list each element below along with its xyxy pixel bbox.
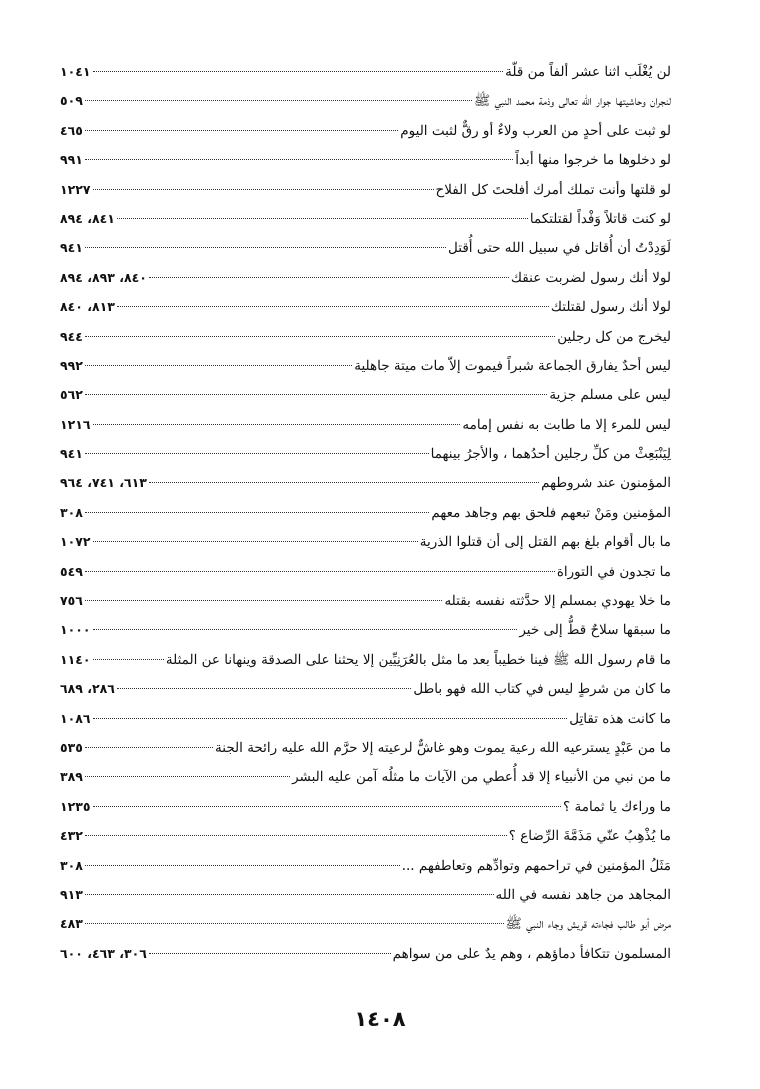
page-references: ١٢٢٧ <box>60 181 91 197</box>
dot-leader <box>93 188 434 190</box>
index-entry <box>60 645 671 674</box>
hadith-text: المسلمون تتكافأ دماؤهم ، وهم يدٌ على من سواهم <box>392 945 671 962</box>
page-references: ٥٣٥ <box>60 739 83 755</box>
hadith-text: المؤمنون عند شروطهم <box>541 475 671 492</box>
page-references: ٥٠٩ <box>60 93 83 109</box>
page-references: ٩٩١ <box>60 152 83 168</box>
index-entry <box>60 851 671 880</box>
dot-leader <box>117 217 528 219</box>
page-references: ١٢٣٥ <box>60 798 91 814</box>
dot-leader <box>85 335 555 337</box>
hadith-text: المؤمنين ومَنْ تبعهم فلحق بهم وجاهد معهم <box>431 504 671 521</box>
page-references: ٧٥٦ <box>60 593 83 609</box>
index-entry <box>60 733 671 762</box>
index-entry <box>60 557 671 586</box>
dot-leader <box>85 570 555 572</box>
index-entry <box>60 468 671 497</box>
hadith-text: لو دخلوها ما خرجوا منها أبداً <box>515 152 671 169</box>
index-entry <box>60 439 671 468</box>
dot-leader <box>85 834 507 836</box>
page-references: ٩٤١ <box>60 446 83 462</box>
dot-leader <box>117 687 411 689</box>
dot-leader <box>85 893 494 895</box>
dot-leader <box>85 599 443 601</box>
index-entry <box>60 86 671 115</box>
page-references: ٢٨٦، ٦٨٩ <box>60 681 115 697</box>
hadith-text: لِيَنْبَعِثْ من كلِّ رجلين أحدُهما ، والأجرُ بينهما <box>430 446 671 463</box>
hadith-text: ليس على مسلم جزية <box>549 387 671 404</box>
index-entry <box>60 792 671 821</box>
dot-leader <box>93 423 461 425</box>
dot-leader <box>85 452 429 454</box>
dot-leader <box>85 364 352 366</box>
index-entry <box>60 821 671 850</box>
hadith-text: لو قلتها وأنت تملك أمرك أفلحتَ كل الفلاح <box>435 181 671 198</box>
index-entry <box>60 351 671 380</box>
dot-leader <box>149 481 539 483</box>
dot-leader <box>85 99 472 101</box>
page-references: ٣٠٦، ٤٦٣، ٦٠٠ <box>60 945 147 961</box>
dot-leader <box>93 540 418 542</box>
hadith-text: مرض أبو طالب فجاءته قريش وجاء النبي ﷺ <box>505 916 671 933</box>
index-entry <box>60 615 671 644</box>
hadith-text: ما سبقها سلاحٌ قطُّ إلى خير <box>519 622 671 639</box>
hadith-text: لولا أنك رسول لضربت عنقك <box>510 269 671 286</box>
hadith-text: ما خلا يهودي بمسلم إلا حدَّثته نفسه بقتله <box>444 593 671 610</box>
hadith-text: ليخرج من كل رجلين <box>557 328 671 345</box>
page-references: ٥٤٩ <box>60 563 83 579</box>
page-references: ٩٤٤ <box>60 328 83 344</box>
dot-leader <box>85 746 213 748</box>
page-number: ١٤٠٨ <box>354 1007 406 1031</box>
index-entry <box>60 322 671 351</box>
dot-leader <box>149 952 391 954</box>
dot-leader <box>85 511 429 513</box>
page-references: ٤٣٢ <box>60 828 83 844</box>
page-references: ٨١٣، ٨٤٠ <box>60 299 115 315</box>
index-entry <box>60 674 671 703</box>
dot-leader <box>93 658 164 660</box>
hadith-text: لنجران وحاشيتها جوار الله تعالى وذمة محمد النبي ﷺ <box>473 93 671 110</box>
hadith-text: ليس أحدٌ يفارق الجماعة شبراً فيموت إلاّ مات ميتة جاهلية <box>354 357 671 374</box>
hadith-text: لو كنت قاتلاً وَفْداً لقتلتكما <box>529 210 671 227</box>
index-entry <box>60 704 671 733</box>
page-references: ٦١٣، ٧٤١، ٩٦٤ <box>60 475 147 491</box>
hadith-text: المجاهد من جاهد نفسه في الله <box>495 886 671 903</box>
hadith-text: ما تجدون في التوراة <box>556 563 671 580</box>
hadith-text: ما كانت هذه تقاتِل <box>569 710 671 727</box>
index-entry <box>60 410 671 439</box>
dot-leader <box>85 246 446 248</box>
hadith-text: لو ثبت على أحدٍ من العرب ولاءٌ أو رقٌّ لثبت اليوم <box>400 122 671 139</box>
index-entry <box>60 263 671 292</box>
index-entry <box>60 880 671 909</box>
hadith-text: ما من عَبْدٍ يسترعيه الله رعية يموت وهو غاشٌّ لرعيته إلا حرَّم الله عليه رائحة الجنة <box>215 739 671 756</box>
page-references: ٣٠٨ <box>60 857 83 873</box>
hadith-text: ما من نبي من الأنبياء إلا قد أُعطي من الآيات ما مثلُه آمن عليه البشر <box>292 769 671 786</box>
index-entry <box>60 909 671 938</box>
dot-leader <box>85 922 504 924</box>
page-references: ٨٤٠، ٨٩٣، ٨٩٤ <box>60 269 147 285</box>
page-references: ١١٤٠ <box>60 651 91 667</box>
dot-leader <box>93 70 504 72</box>
page-references: ٩٤١ <box>60 240 83 256</box>
dot-leader <box>85 129 398 131</box>
index-entry <box>60 292 671 321</box>
index-entry <box>60 380 671 409</box>
dot-leader <box>93 805 562 807</box>
index-entry <box>60 498 671 527</box>
index-entry <box>60 939 671 968</box>
dot-leader <box>85 864 400 866</box>
page-references: ١٢١٦ <box>60 416 91 432</box>
page-references: ١٠٨٦ <box>60 710 91 726</box>
page-references: ٥٦٢ <box>60 387 83 403</box>
dot-leader <box>117 305 549 307</box>
hadith-text: ما يُذْهِبُ عنّي مَذَمَّةَ الرِّضاع ؟ <box>508 828 671 845</box>
dot-leader <box>85 393 548 395</box>
index-entry <box>60 527 671 556</box>
hadith-text: ما قام رسول الله ﷺ فينا خطيباً بعد ما مثل بالعُرَنِيِّين إلا يحثنا على الصدقة وينهانا عن المثلة <box>165 651 671 668</box>
hadith-index-list <box>60 57 671 968</box>
hadith-text: ليس للمرء إلا ما طابت به نفس إمامه <box>462 416 671 433</box>
page-references: ٣٨٩ <box>60 769 83 785</box>
index-entry <box>60 145 671 174</box>
dot-leader <box>85 775 290 777</box>
hadith-text: مَثَلُ المؤمنين في تراحمهم وتوادِّهم وتعاطفهم ... <box>401 857 671 874</box>
index-entry <box>60 586 671 615</box>
hadith-text: ما بال أقوام بلغ بهم القتل إلى أن قتلوا الذرية <box>419 534 671 551</box>
page-references: ٣٠٨ <box>60 504 83 520</box>
index-entry <box>60 233 671 262</box>
page-references: ٤٨٣ <box>60 916 83 932</box>
hadith-text: ما كان من شرطٍ ليس في كتاب الله فهو باطل <box>413 681 671 698</box>
index-entry <box>60 204 671 233</box>
dot-leader <box>93 717 568 719</box>
index-entry <box>60 762 671 791</box>
page-references: ١٠٧٢ <box>60 534 91 550</box>
page-references: ١٠٠٠ <box>60 622 91 638</box>
index-entry <box>60 116 671 145</box>
page-references: ٨٤١، ٨٩٤ <box>60 210 115 226</box>
hadith-text: لولا أنك رسول لقتلتك <box>550 299 671 316</box>
page-references: ٩٩٢ <box>60 357 83 373</box>
hadith-text: لَوَدِدْتُ أن أُقاتل في سبيل الله حتى أُقتل <box>448 240 671 257</box>
page-references: ٩١٣ <box>60 886 83 902</box>
hadith-text: لن يُغْلَب اثنا عشر ألفاً من قلّة <box>505 64 671 80</box>
dot-leader <box>93 628 518 630</box>
dot-leader <box>85 158 513 160</box>
page-references: ١٠٤١ <box>60 64 91 79</box>
dot-leader <box>149 276 509 278</box>
page-references: ٤٦٥ <box>60 122 83 138</box>
index-entry <box>60 57 671 86</box>
index-entry <box>60 175 671 204</box>
hadith-text: ما وراءك يا ثمامة ؟ <box>563 798 671 815</box>
